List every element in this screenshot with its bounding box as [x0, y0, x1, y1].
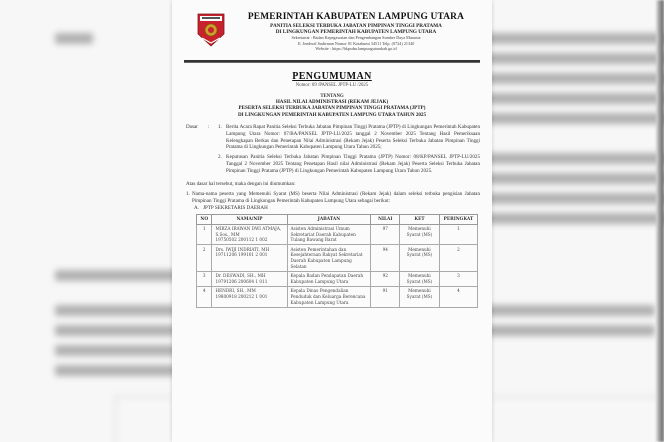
participant-position: Asisten Pemerintahan dan Kesejahteraan Rakyat Sekretariat Daerah Kabupaten Lampung Selatan: [287, 245, 371, 271]
participant-name: Drs. IWIJI INDRIATI, MH: [215, 246, 270, 252]
participant-name: HENDRI, SH., MM: [215, 288, 256, 294]
basis-item-text: Keputusan Panitia Seleksi Terbuka Jabatan Pimpinan Tinggi Pratama (JPTP) Nomor: 08/KP/PANSEL JPTP-LU/2025 Tanggal 2 November 2025 Tentang Penetapan Hasil nilai Administrasi (Rekam Jejak) Peserta Seleksi Terbuka Jabatan Pimpinan Tinggi Pratama (JPTP) di Lingkungan Pemerintah Kabupaten Lampung Utara Tahun 2025.: [226, 154, 480, 174]
subject-line-3: DI LINGKUNGAN PEMERINTAH KABUPATEN LAMPUNG UTARA TAHUN 2025: [237, 111, 427, 118]
participant-position: Kepala Badan Pendapatan Daerah Kabupaten Lampung Utara: [287, 271, 371, 286]
participant-name: MIRZA IRAWAN DWI ATMAJA, S.Sos., MM: [215, 226, 282, 237]
results-table: [196, 214, 478, 308]
address-text: Jl. Jenderal Sudirman Nomor 01 Kotabumi 34511 Telp. (0724) 21340: [297, 40, 415, 46]
participant-nip: 19750502 200112 1 002: [215, 237, 268, 243]
participant-rank: 1: [439, 224, 477, 245]
government-title: PEMERINTAH KABUPATEN LAMPUNG UTARA: [247, 12, 465, 22]
intro-text: Atas dasar hal tersebut, maka dengan ini diumumkan:: [186, 181, 296, 188]
title-block: [184, 71, 480, 119]
announcement-document: [172, 0, 492, 442]
participant-score: 92: [371, 271, 400, 286]
basis-item-text: Berita Acara Rapat Panitia Seleksi Terbuka Jabatan Pimpinan Tinggi Pratama (JPTP) di Lingkungan Pemerintah Kabupaten Lampung Utara Nomor: 07/BA/PANSEL JPTP-LU/2025 tanggal 2 November 2025 Tentang Hasil Pemeriksaan Kelengkapan Berkas dan Penetapan Nilai Administrasi (Rekam Jejak) Peserta Seleksi Terbuka Jabatan Pimpinan Tinggi Pratama di Lingkungan Pemerintah Kabupaten Lampung Utara Tahun 2025;: [226, 124, 480, 151]
participant-position: Asisten Administrasi Umum Sekretariat Daerah Kabupaten Tulang Bawang Barat: [287, 224, 371, 245]
subject-line-2: PESERTA SELEKSI TERBUKA JABATAN PIMPINAN TINGGI PRATAMA (JPTP): [238, 105, 426, 112]
committee-scope: DI LINGKUNGAN PEMERINTAH KABUPATEN LAMPUNG UTARA: [275, 29, 437, 36]
participant-nip: 19711206 199101 2 001: [215, 252, 268, 258]
document-heading: PENGUMUMAN: [292, 70, 372, 82]
about-label: TENTANG: [320, 93, 344, 99]
table-row: 2 Drs. IWIJI INDRIATI, MH 19711206 199101 2 001 Asisten Pemerintahan dan Kesejahteraan Rakyat Sekretariat Daerah Kabupaten Lampung Selatan 94 Memenuhi Syarat (MS) 2: [197, 245, 478, 271]
basis-section: [184, 124, 480, 177]
document-number: Nomor: 09 /PANSEL JPTP-LU /2025: [295, 82, 369, 88]
table-row: 3 Dr. DESWADI, SH., MH 19791206 200604 1 011 Kepala Badan Pendapatan Daerah Kabupaten Lampung Utara 92 Memenuhi Syarat (MS) 3: [197, 271, 478, 286]
header-ket: KET: [400, 214, 440, 224]
participant-position: Kepala Dinas Pengendalian Penduduk dan Keluarga Berencana Kabupaten Lampung Utara: [287, 286, 371, 307]
participant-score: 94: [371, 245, 400, 271]
committee-title: PANITIA SELEKSI TERBUKA JABATAN PIMPINAN TINGGI PRATAMA: [270, 23, 442, 29]
page-edge-shadow: [656, 0, 664, 442]
participant-status: Memenuhi Syarat (MS): [400, 224, 440, 245]
basis-item: 1. Berita Acara Rapat Panitia Seleksi Terbuka Jabatan Pimpinan Tinggi Pratama (JPTP) di Lingkungan Pemerintah Kabupaten Lampung Utara Nomor: 07/BA/PANSEL JPTP-LU/2025 tanggal 2 November 2025 Tentang Hasil Pemeriksaan Kelengkapan Berkas dan Penetapan Nilai Administrasi (Rekam Jejak) Peserta Seleksi Terbuka Jabatan Pimpinan Tinggi Pratama di Lingkungan Pemerintah Kabupaten Lampung Utara Tahun 2025;: [218, 124, 480, 151]
header-nama-nip: NAMA/NIP: [212, 214, 287, 224]
participant-nip: 19791206 200604 1 011: [215, 278, 268, 284]
letterhead: [184, 0, 480, 58]
subject-line-1: HASIL NILAI ADMINISTRASI (REKAM JEJAK): [275, 98, 389, 105]
point-1-text: Nama-nama peserta yang Memenuhi Syarat (MS) beserta Nilai Administrasi (Rekam Jejak) dalam seleksi terbuka pengisian Jabatan Pimpinan Tinggi Pratama di Lingkungan Pemerintah Kabupaten Lampung Utara sebagai berikut:: [192, 191, 480, 204]
regency-emblem-icon: [196, 12, 226, 48]
participant-rank: 2: [439, 245, 477, 271]
basis-label: Dasar: [186, 124, 198, 131]
participant-score: 97: [371, 224, 400, 245]
participant-status: Memenuhi Syarat (MS): [400, 286, 440, 307]
header-jabatan: JABATAN: [287, 214, 371, 224]
participant-nip: 19800918 200212 1 001: [215, 294, 268, 300]
website-text: Website : https://bkpsdm.lampungutarakab.go.id: [315, 46, 397, 51]
basis-colon: :: [208, 124, 210, 131]
header-peringkat: PERINGKAT: [439, 214, 477, 224]
point-1: 1. Nama-nama peserta yang Memenuhi Syarat (MS) beserta Nilai Administrasi (Rekam Jejak) dalam seleksi terbuka pengisian Jabatan Pimpinan Tinggi Pratama di Lingkungan Pemerintah Kabupaten Lampung Utara sebagai berikut:: [186, 191, 480, 204]
table-row: 1 MIRZA IRAWAN DWI ATMAJA, S.Sos., MM 19750502 200112 1 002 Asisten Administrasi Umum Sekretariat Daerah Kabupaten Tulang Bawang Barat 97 Memenuhi Syarat (MS) 1: [197, 224, 478, 245]
participant-score: 91: [371, 286, 400, 307]
header-no: NO: [197, 214, 212, 224]
basis-item: 2. Keputusan Panitia Seleksi Terbuka Jabatan Pimpinan Tinggi Pratama (JPTP) Nomor: 08/KP/PANSEL JPTP-LU/2025 Tanggal 2 November 2025 Tentang Penetapan Hasil nilai Administrasi (Rekam Jejak) Peserta Seleksi Terbuka Jabatan Pimpinan Tinggi Pratama (JPTP) di Lingkungan Pemerintah Kabupaten Lampung Utara Tahun 2025.: [218, 154, 480, 174]
section-a-heading: A. JPTP SEKRETARIS DAERAH: [194, 204, 268, 211]
table-header-row: [197, 214, 478, 224]
participant-status: Memenuhi Syarat (MS): [400, 271, 440, 286]
participant-status: Memenuhi Syarat (MS): [400, 245, 440, 271]
participant-rank: 3: [439, 271, 477, 286]
secretariat-text: Sekretariat : Badan Kepegawaian dan Pengembangan Sumber Daya Manusia: [291, 35, 421, 41]
header-nilai: NILAI: [371, 214, 400, 224]
participant-name: Dr. DESWADI, SH., MH: [215, 273, 266, 279]
letterhead-divider: [184, 60, 480, 63]
table-row: 4 HENDRI, SH., MM 19800918 200212 1 001 Kepala Dinas Pengendalian Penduduk dan Keluarga Berencana Kabupaten Lampung Utara 91 Memenuhi Syarat (MS) 4: [197, 286, 478, 307]
participant-rank: 4: [439, 286, 477, 307]
